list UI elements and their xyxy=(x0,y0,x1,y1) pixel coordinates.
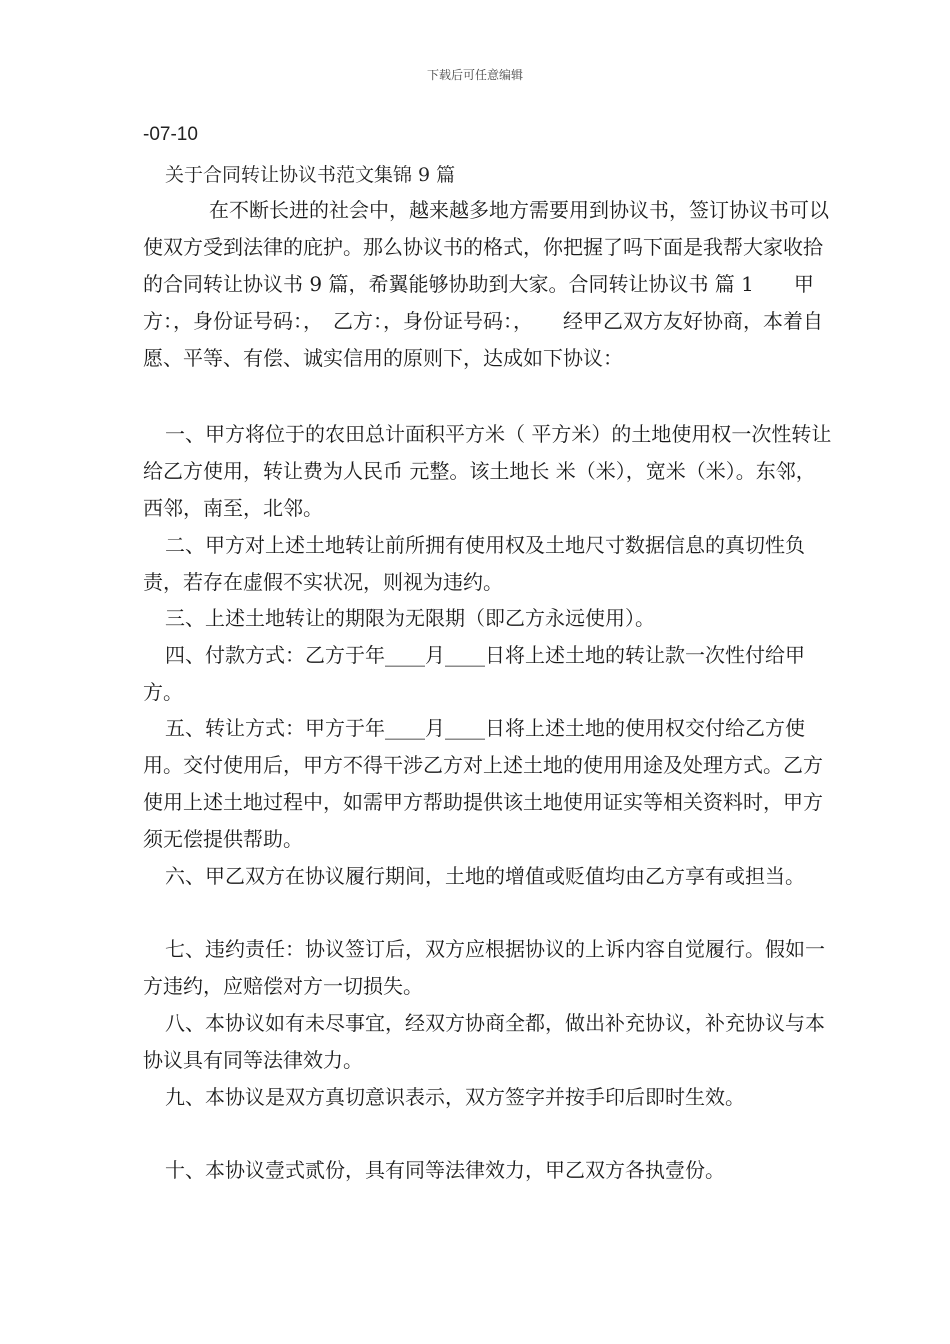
intro-paragraph xyxy=(143,192,833,377)
clause-8 xyxy=(143,1005,833,1079)
document-date: -07-10 xyxy=(143,124,198,145)
clause-9-text: 九、本协议是双方真切意识表示，双方签字并按手印后即时生效。 xyxy=(165,1085,745,1109)
clause-2 xyxy=(143,527,833,601)
clause-6-text: 六、甲乙双方在协议履行期间，土地的增值或贬值均由乙方享有或担当。 xyxy=(165,864,805,888)
clause-3-text: 三、上述土地转让的期限为无限期（即乙方永远使用）。 xyxy=(165,606,655,630)
clause-5-text: 五、转让方式：甲方于年____月____日将上述土地的使用权交付给乙方使用。交付使用后，甲方不得干涉乙方对上述土地的使用用途及处理方式。乙方使用上述土地过程中，如需甲方帮助提供该土地使用证实等相关资料时，甲方须无偿提供帮助。 xyxy=(143,716,823,851)
clause-2-text: 二、甲方对上述土地转让前所拥有使用权及土地尺寸数据信息的真切性负责，若存在虚假不实状况，则视为违约。 xyxy=(143,533,805,594)
clause-4 xyxy=(143,637,833,711)
clause-6 xyxy=(143,858,833,895)
document-title: 关于合同转让协议书范文集锦 9 篇 xyxy=(165,164,456,186)
clause-9 xyxy=(143,1079,833,1116)
clause-7-text: 七、违约责任：协议签订后，双方应根据协议的上诉内容自觉履行。假如一方违约，应赔偿对方一切损失。 xyxy=(143,937,825,998)
clause-10-text: 十、本协议壹式贰份，具有同等法律效力，甲乙双方各执壹份。 xyxy=(165,1158,725,1182)
clause-5 xyxy=(143,710,833,858)
clause-1-text: 一、甲方将位于的农田总计面积平方米（ 平方米）的土地使用权一次性转让给乙方使用，转让费为人民币 元整。该土地长 米（米），宽米（米）。东邻，西邻，南至，北邻。 xyxy=(143,422,832,520)
header-note: 下载后可任意编辑 xyxy=(426,68,523,82)
clause-3 xyxy=(143,600,833,637)
clause-4-text: 四、付款方式：乙方于年____月____日将上述土地的转让款一次性付给甲方。 xyxy=(143,643,805,704)
intro-text: 在不断长进的社会中，越来越多地方需要用到协议书，签订协议书可以使双方受到法律的庇护。那么协议书的格式，你把握了吗下面是我帮大家收拾的合同转让协议书 9 篇，希翼能够协助到大家。合同转让协议书 篇 1 甲方：，身份证号码：， 乙方：，身份证号码：， 经甲乙双方友好协商，本着自愿、平等、有偿、诚实信用的原则下，达成如下协议： xyxy=(143,198,829,370)
clause-7 xyxy=(143,931,833,1005)
clause-1 xyxy=(143,416,833,527)
clause-8-text: 八、本协议如有未尽事宜，经双方协商全都，做出补充协议，补充协议与本协议具有同等法律效力。 xyxy=(143,1011,825,1072)
clause-10 xyxy=(143,1152,833,1189)
